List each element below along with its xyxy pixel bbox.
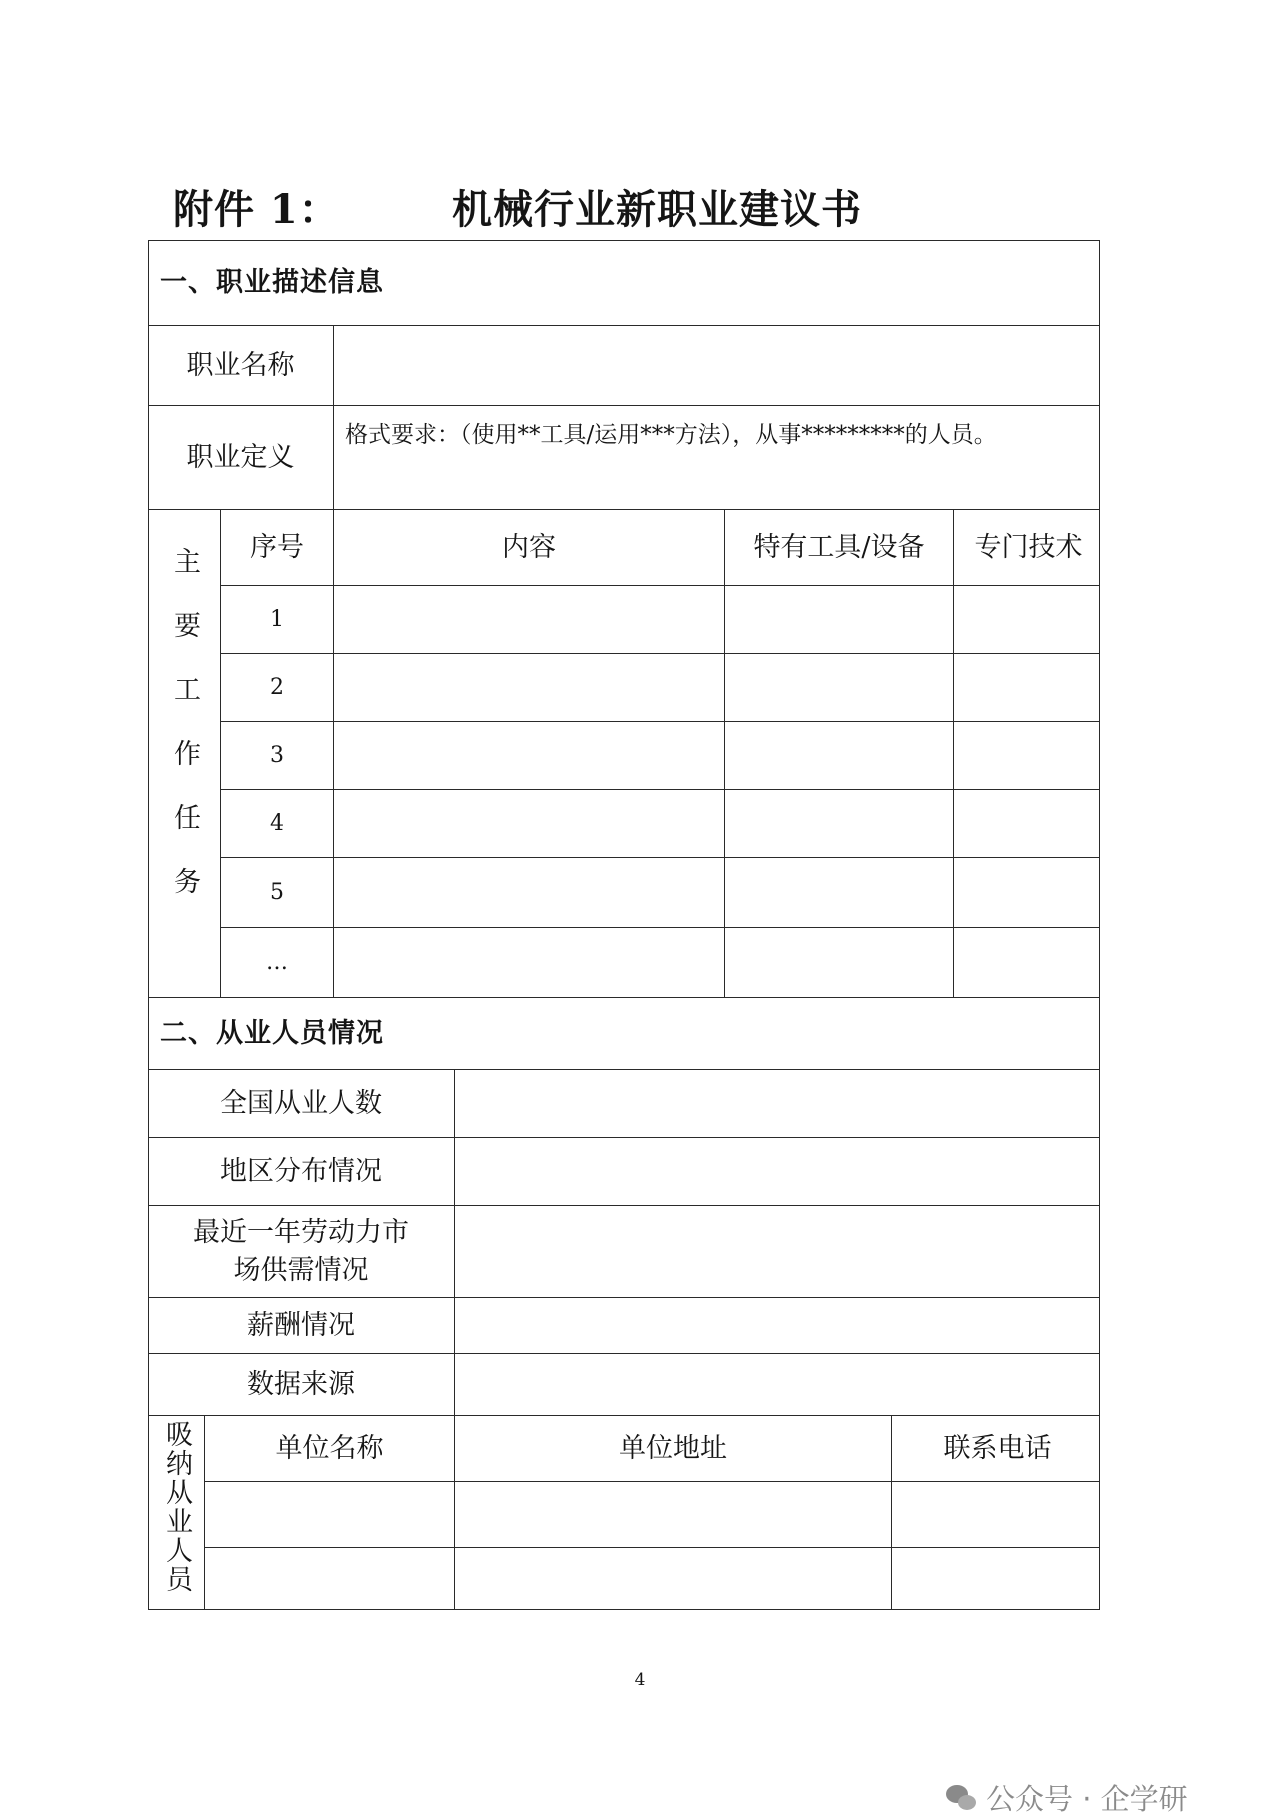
occupation-name-field[interactable] [333,325,1100,405]
wechat-icon [946,1785,976,1811]
task-row-index: 2 [220,653,333,721]
labor-market-label: 最近一年劳动力市场供需情况 [148,1205,454,1297]
task-content-cell[interactable] [333,789,724,857]
proposal-form-table [148,240,1100,1610]
employer-address-cell[interactable] [454,1547,891,1610]
main-tasks-side-text: 主要工作任务 [169,547,200,931]
employers-side-text: 吸纳从业人员 [161,1420,192,1594]
data-source-field[interactable] [454,1353,1100,1415]
task-tools-cell[interactable] [724,789,953,857]
national-workforce-label: 全国从业人数 [148,1069,454,1137]
task-content-cell[interactable] [333,653,724,721]
task-tools-cell[interactable] [724,585,953,653]
section-2-title: 二、从业人员情况 [148,997,1100,1069]
task-techniques-cell[interactable] [953,789,1100,857]
document-title: 机械行业新职业建议书 [452,186,862,233]
data-source-label: 数据来源 [148,1353,454,1415]
task-tools-cell[interactable] [724,927,953,997]
task-row-index: 5 [220,857,333,927]
task-row-index: 1 [220,585,333,653]
labor-market-field[interactable] [454,1205,1100,1297]
employers-side-label [148,1415,204,1610]
task-row-index: 4 [220,789,333,857]
watermark [946,1777,1188,1818]
occupation-definition-label: 职业定义 [148,405,333,509]
task-techniques-cell[interactable] [953,927,1100,997]
national-workforce-field[interactable] [454,1069,1100,1137]
employer-address-cell[interactable] [454,1481,891,1547]
task-techniques-cell[interactable] [953,721,1100,789]
watermark-text: 公众号 · 企学研 [986,1782,1188,1816]
regional-distribution-field[interactable] [454,1137,1100,1205]
task-content-cell[interactable] [333,585,724,653]
task-techniques-cell[interactable] [953,585,1100,653]
employer-col-header-phone: 联系电话 [891,1415,1100,1481]
occupation-name-label: 职业名称 [148,325,333,405]
employer-phone-cell[interactable] [891,1481,1100,1547]
page-number: 4 [634,1670,646,1690]
task-content-cell[interactable] [333,721,724,789]
task-col-header-techniques: 专门技术 [953,509,1100,585]
employer-name-cell[interactable] [204,1547,454,1610]
salary-field[interactable] [454,1297,1100,1353]
task-col-header-index: 序号 [220,509,333,585]
employer-col-header-name: 单位名称 [204,1415,454,1481]
task-content-cell[interactable] [333,927,724,997]
task-tools-cell[interactable] [724,653,953,721]
task-techniques-cell[interactable] [953,857,1100,927]
employer-col-header-address: 单位地址 [454,1415,891,1481]
regional-distribution-label: 地区分布情况 [148,1137,454,1205]
task-col-header-tools: 特有工具/设备 [724,509,953,585]
occupation-definition-field[interactable]: 格式要求：（使用**工具/运用***方法），从事*********的人员。 [333,405,1100,509]
task-col-header-content: 内容 [333,509,724,585]
task-content-cell[interactable] [333,857,724,927]
employer-phone-cell[interactable] [891,1547,1100,1610]
task-techniques-cell[interactable] [953,653,1100,721]
task-tools-cell[interactable] [724,721,953,789]
task-tools-cell[interactable] [724,857,953,927]
salary-label: 薪酬情况 [148,1297,454,1353]
task-row-index: … [220,927,333,997]
employer-name-cell[interactable] [204,1481,454,1547]
task-row-index: 3 [220,721,333,789]
attachment-label: 附件 1： [173,186,340,233]
section-1-title: 一、职业描述信息 [148,240,1100,325]
main-tasks-side-label [148,509,220,997]
